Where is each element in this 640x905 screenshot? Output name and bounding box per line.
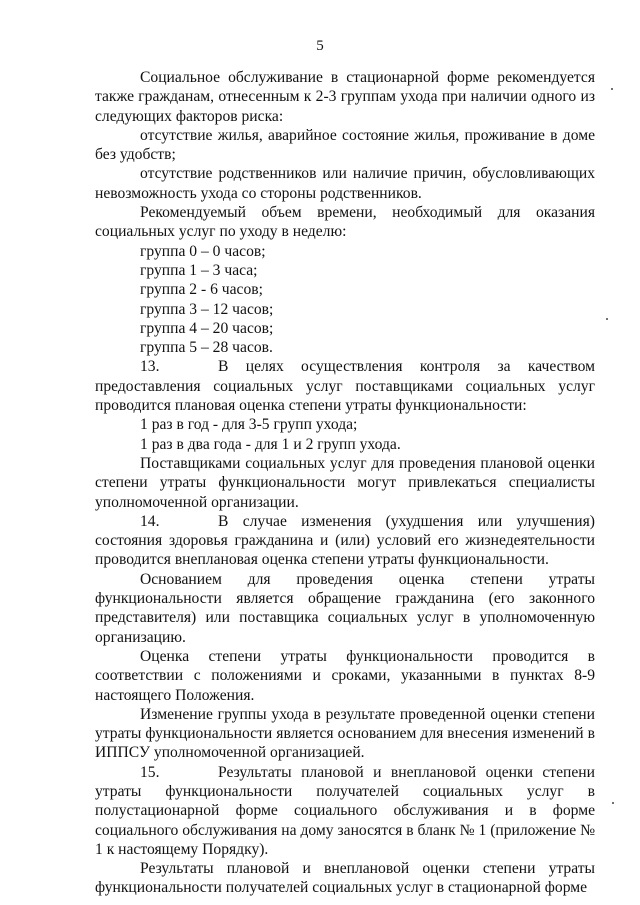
clause-14-paragraph-2: Основанием для проведения оценка степени утраты функциональности является обращение гражданина (его законного представителя) или поставщика социальных услуг в уполномоченную организацию.	[95, 570, 595, 646]
care-group-item: группа 2 - 6 часов;	[140, 281, 263, 299]
care-group-item: группа 5 – 28 часов.	[140, 339, 273, 357]
paragraph-weekly-time: Рекомендуемый объем времени, необходимый для оказания социальных услуг по уходу в неделю:	[95, 204, 595, 241]
page-number: 5	[316, 38, 324, 54]
clause-14	[95, 512, 595, 570]
document-body	[95, 68, 595, 898]
clause-14-number: 14.	[140, 512, 160, 530]
care-group-list	[95, 242, 595, 358]
scan-speck	[611, 88, 613, 90]
clause-13	[95, 357, 595, 415]
clause-15-paragraph-2: Результаты плановой и внеплановой оценки степени утраты функциональности получателей социальных услуг в стационарной форме	[95, 860, 595, 897]
care-group-item: группа 3 – 12 часов;	[140, 300, 274, 318]
clause-14-text: В случае изменения (ухудшения или улучшения) состояния здоровья гражданина и (или) условий его жизнедеятельности проводится внеплановая оценка степени утраты функциональности.	[95, 512, 595, 569]
scan-speck	[612, 802, 614, 804]
clause-13-number: 13.	[140, 358, 160, 376]
care-group-item: группа 1 – 3 часа;	[140, 261, 258, 279]
clause-15	[95, 763, 595, 859]
clause-13-frequency-2: 1 раз в два года - для 1 и 2 групп ухода.	[140, 435, 401, 453]
clause-15-number: 15.	[140, 763, 160, 781]
clause-13-note: Поставщиками социальных услуг для проведения плановой оценки степени утраты функциональности могут привлекаться специалисты уполномоченной организации.	[95, 454, 595, 511]
care-group-item: группа 0 – 0 часов;	[140, 242, 266, 260]
scan-speck	[606, 318, 608, 320]
clause-13-text: В целях осуществления контроля за качеством предоставления социальных услуг поставщиками социальных услуг проводится плановая оценка степени утраты функциональности:	[95, 358, 595, 415]
care-group-item: группа 4 – 20 часов;	[140, 319, 274, 337]
clause-14-paragraph-4: Изменение группы ухода в результате проведенной оценки степени утраты функциональности является основанием для внесения изменений в ИППСУ уполномоченной организацией.	[95, 705, 595, 762]
risk-factor-housing: отсутствие жилья, аварийное состояние жилья, проживание в доме без удобств;	[95, 126, 595, 164]
clause-14-paragraph-3: Оценка степени утраты функциональности проводится в соответствии с положениями и сроками, указанными в пунктах 8-9 настоящего Положения.	[95, 647, 595, 704]
clause-13-frequency-1: 1 раз в год - для 3-5 групп ухода;	[140, 416, 358, 434]
risk-factor-relatives: отсутствие родственников или наличие причин, обусловливающих невозможность ухода со стороны родственников.	[95, 165, 595, 202]
clause-15-text: Результаты плановой и внеплановой оценки степени утраты функциональности получателей социальных услуг в полустационарной форме социального обслуживания и в форме социального обслуживания на дому заносятся в бланк № 1 (приложение № 1 к настоящему Порядку).	[95, 763, 595, 858]
paragraph-stationary-recommendation: Социальное обслуживание в стационарной форме рекомендуется также гражданам, отнесенным к 2-3 группам ухода при наличии одного из следующих факторов риска:	[95, 69, 595, 125]
